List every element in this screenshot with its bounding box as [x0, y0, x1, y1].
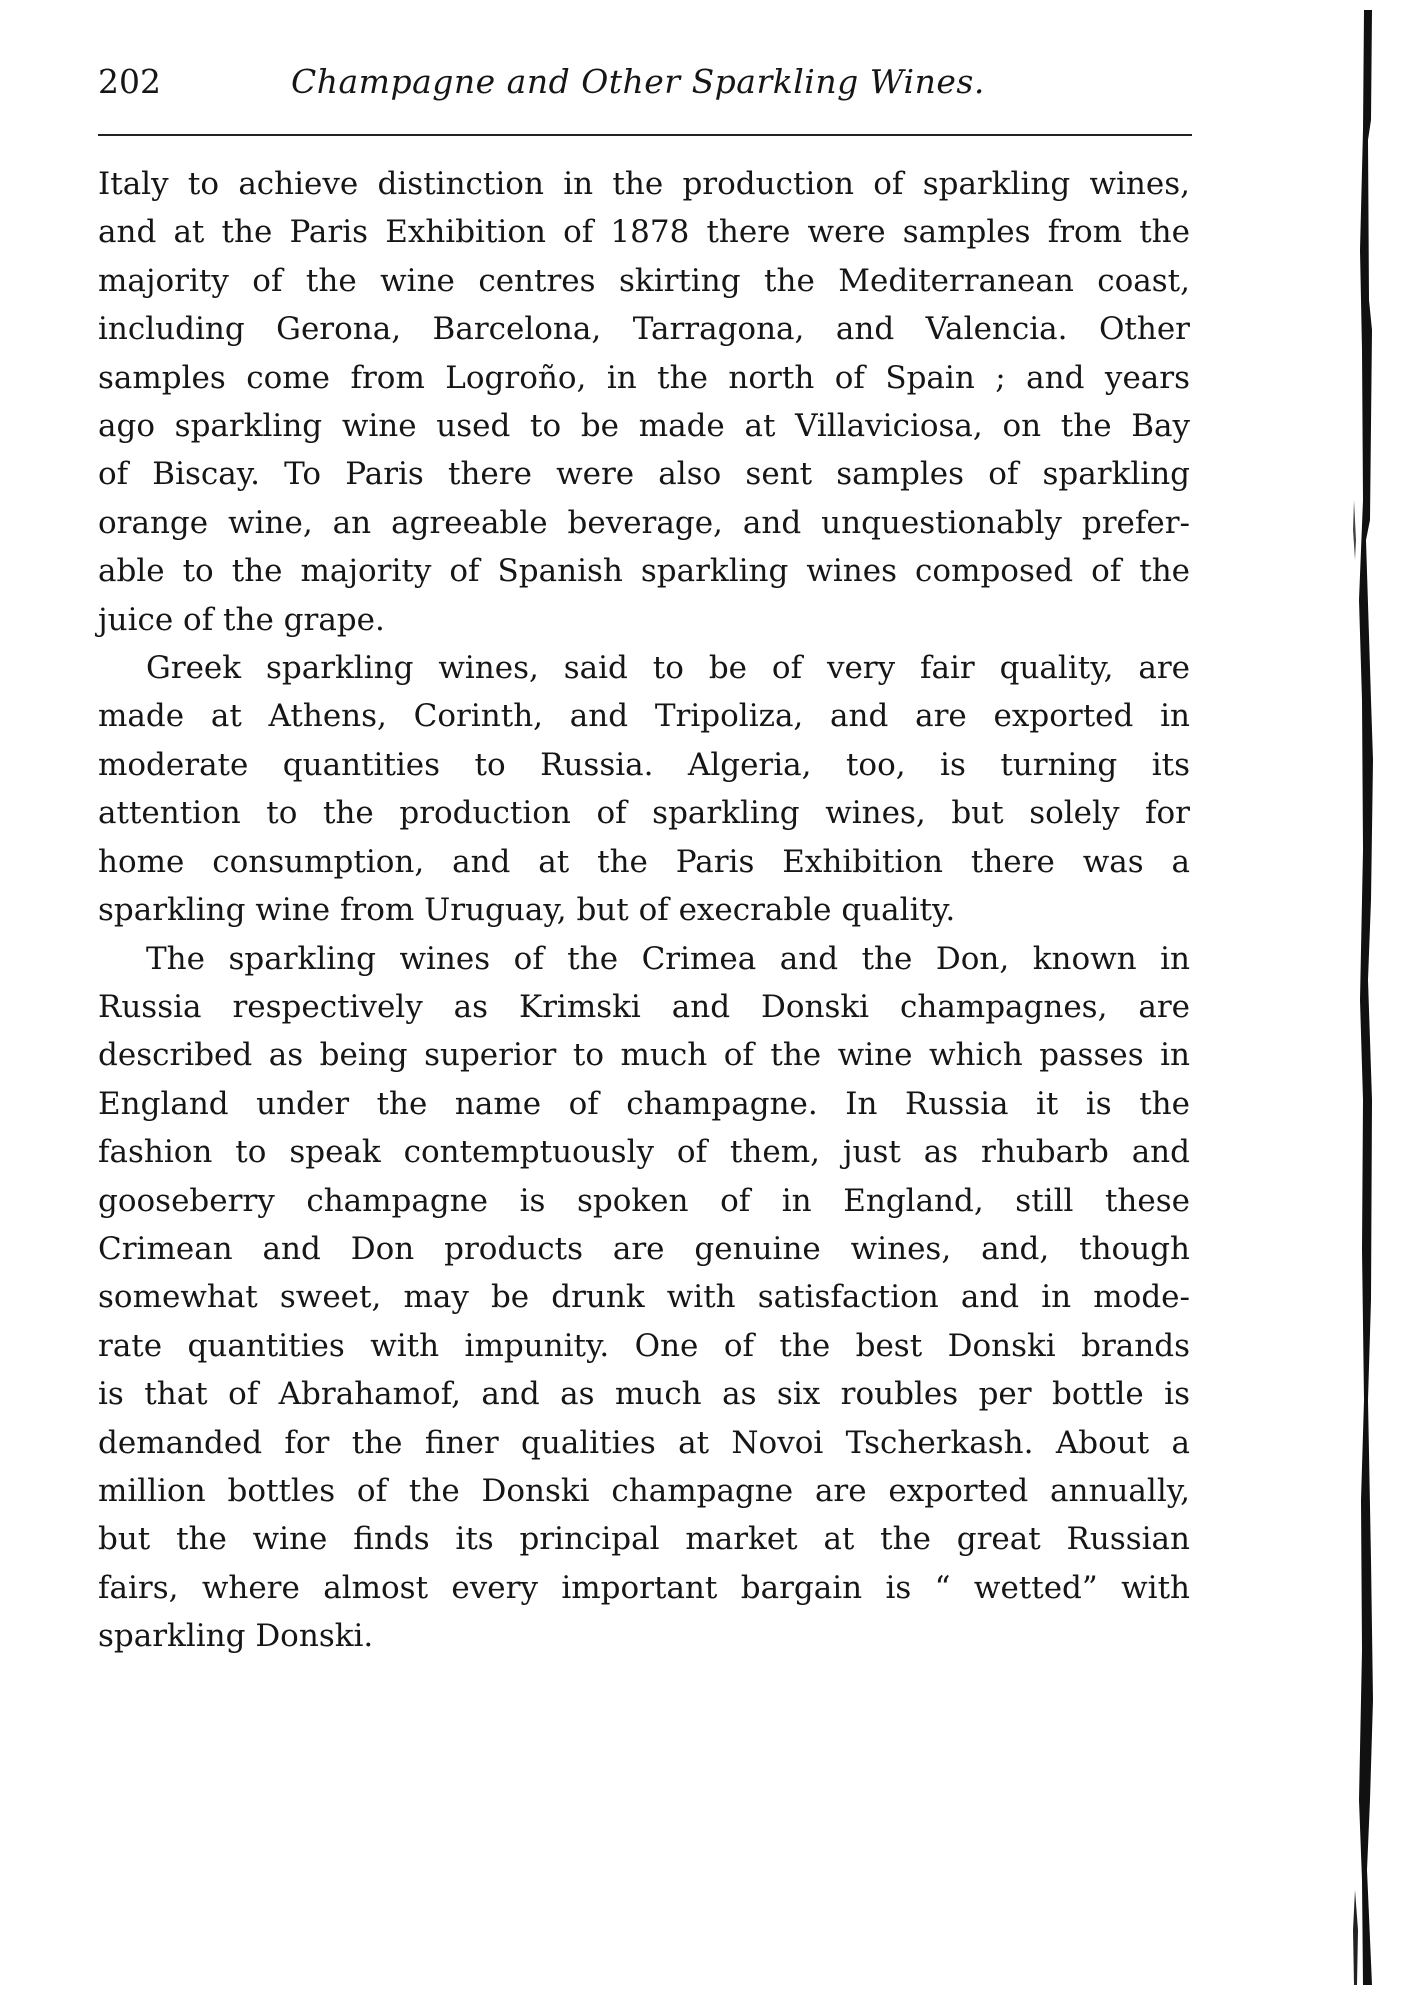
paragraph-crimea-don — [98, 935, 1190, 1661]
running-title: Champagne and Other Sparkling Wines. — [291, 62, 985, 101]
binding-edge-shadow — [1350, 0, 1380, 1995]
text-line: is that of Abrahamof, and as much as six roubles per bottle is — [98, 1376, 1190, 1413]
text-line: demanded for the finer qualities at Novoi Tscherkash. About a — [98, 1424, 1190, 1461]
text-line: attention to the production of sparkling wines, but solely for — [98, 795, 1190, 832]
body-text — [98, 160, 1190, 1661]
text-line: fashion to speak contemptuously of them, just as rhubarb and — [98, 1134, 1190, 1171]
text-line: of Biscay. To Paris there were also sent samples of sparkling — [98, 456, 1190, 493]
text-line: ago sparkling wine used to be made at Villaviciosa, on the Bay — [98, 408, 1190, 445]
text-line: gooseberry champagne is spoken of in England, still these — [98, 1182, 1190, 1219]
text-line: million bottles of the Donski champagne are exported annually, — [98, 1472, 1190, 1509]
text-line: and at the Paris Exhibition of 1878 there were samples from the — [98, 214, 1190, 251]
text-line: including Gerona, Barcelona, Tarragona, and Valencia. Other — [98, 311, 1190, 348]
text-line: made at Athens, Corinth, and Tripoliza, and are exported in — [98, 698, 1190, 735]
paragraph-greece-algeria — [98, 644, 1190, 934]
paragraph-italy-spain — [98, 160, 1190, 644]
text-line: fairs, where almost every important bargain is “ wetted” with — [98, 1569, 1190, 1606]
text-line: Italy to achieve distinction in the production of sparkling wines, — [98, 166, 1190, 202]
text-line: moderate quantities to Russia. Algeria, too, is turning its — [98, 746, 1190, 783]
text-line: Crimean and Don products are genuine wines, and, though — [98, 1230, 1190, 1267]
text-line: samples come from Logroño, in the north of Spain ; and years — [98, 359, 1190, 396]
text-line: but the wine finds its principal market at the great Russian — [98, 1521, 1190, 1558]
text-line: majority of the wine centres skirting the Mediterranean coast, — [98, 262, 1190, 299]
text-line: home consumption, and at the Paris Exhibition there was a — [98, 843, 1190, 880]
text-line: somewhat sweet, may be drunk with satisfaction and in mode- — [98, 1279, 1190, 1316]
text-line: England under the name of champagne. In Russia it is the — [98, 1085, 1190, 1122]
text-line: Russia respectively as Krimski and Donski champagnes, are — [98, 988, 1190, 1025]
text-line: sparkling Donski. — [98, 1618, 374, 1655]
text-line: orange wine, an agreeable beverage, and unquestionably prefer- — [98, 504, 1190, 541]
page-header — [98, 62, 1192, 112]
page-number: 202 — [98, 62, 161, 101]
text-line: rate quantities with impunity. One of the best Donski brands — [98, 1327, 1190, 1364]
text-line: described as being superior to much of the wine which passes in — [98, 1037, 1190, 1074]
text-line: sparkling wine from Uruguay, but of execrable quality. — [98, 892, 956, 929]
text-line: juice of the grape. — [98, 601, 385, 638]
text-line: The sparkling wines of the Crimea and the Don, known in — [146, 940, 1190, 977]
text-line: able to the majority of Spanish sparkling wines composed of the — [98, 553, 1190, 590]
text-line: Greek sparkling wines, said to be of very fair quality, are — [146, 650, 1190, 687]
header-rule — [98, 134, 1192, 136]
